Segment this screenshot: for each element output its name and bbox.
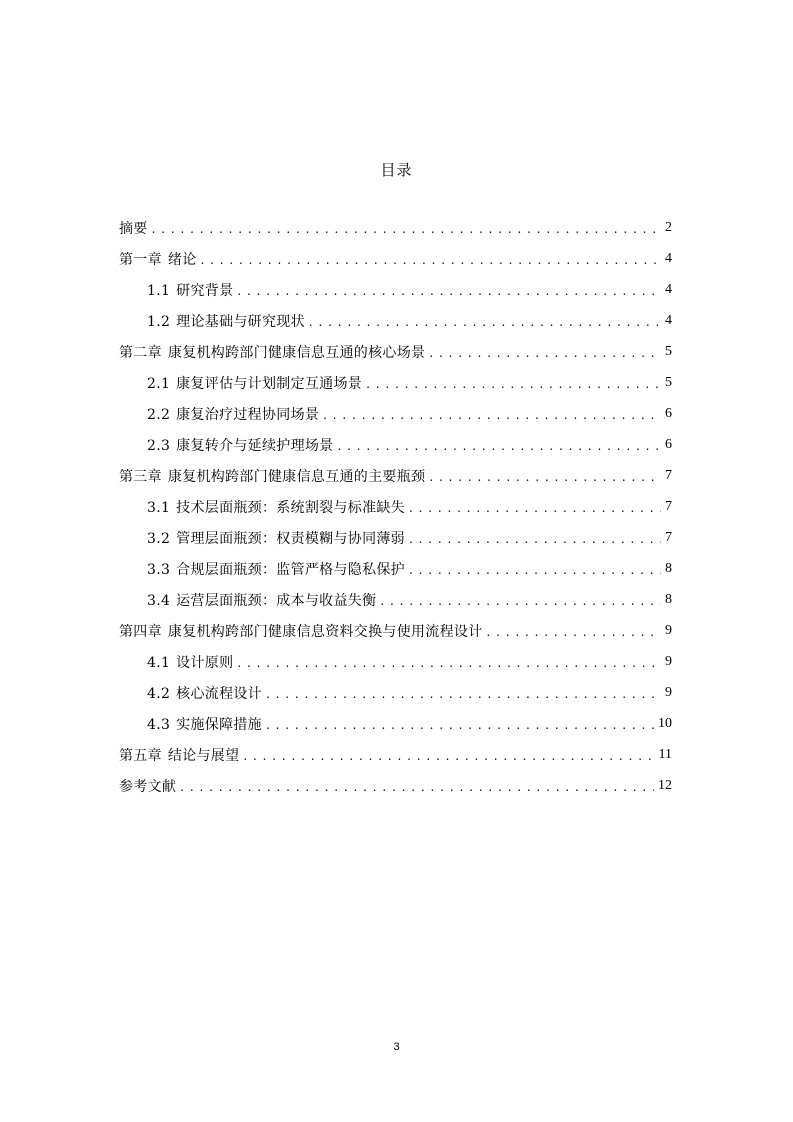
toc-entry-title: 技术层面瓶颈：系统割裂与标准缺失 [176,499,405,516]
toc-entry-number: 第二章 [119,344,162,361]
toc-entry-label [119,218,148,238]
toc-entry[interactable] [119,739,672,770]
toc-dot-leader [380,593,661,609]
toc-dot-leader [237,283,661,299]
toc-entry-number: 4.1 [147,654,171,671]
toc-entry-number: 2.2 [147,406,171,423]
table-of-contents [119,212,672,801]
toc-entry-page: 7 [665,498,672,514]
toc-entry[interactable] [119,584,672,615]
toc-entry[interactable] [119,522,672,553]
page-number: 3 [393,1041,400,1053]
toc-entry-title: 运营层面瓶颈：成本与收益失衡 [176,592,377,609]
toc-entry-label [147,280,233,300]
toc-entry-number: 4.3 [147,716,171,733]
toc-entry-label [119,745,239,765]
toc-entry-page: 5 [665,343,672,359]
toc-entry-page: 6 [665,436,672,452]
toc-dot-leader [337,438,661,454]
toc-entry-page: 4 [665,250,672,266]
toc-entry-page: 8 [665,560,672,576]
toc-entry-title: 研究背景 [176,282,234,299]
toc-entry-title: 合规层面瓶颈：监管严格与隐私保护 [176,561,405,578]
toc-entry-label [119,776,176,796]
toc-entry-label [119,466,425,486]
toc-dot-leader [366,376,661,392]
toc-entry-title: 设计原则 [176,654,234,671]
toc-dot-leader [429,345,661,361]
toc-dot-leader [266,717,654,733]
toc-entry-number: 3.1 [147,499,171,516]
toc-entry-page: 4 [665,281,672,297]
toc-entry-label [147,311,305,331]
toc-entry-title: 参考文献 [119,778,177,795]
toc-dot-leader [323,407,661,423]
toc-entry-page: 9 [665,622,672,638]
toc-entry-page: 2 [665,219,672,235]
toc-entry[interactable] [119,305,672,336]
toc-entry-label [147,683,262,703]
toc-dot-leader [409,531,661,547]
toc-entry-label [147,590,376,610]
toc-entry-label [119,342,425,362]
toc-entry-label [147,559,405,579]
page-title: 目录 [380,161,413,179]
toc-entry-number: 第三章 [119,468,162,485]
toc-entry-number: 第五章 [119,747,162,764]
toc-entry-label [147,528,405,548]
toc-entry-title: 结论与展望 [167,747,240,764]
toc-entry[interactable] [119,429,672,460]
toc-entry-page: 6 [665,405,672,421]
toc-entry-label [147,714,262,734]
toc-dot-leader [487,624,661,640]
toc-entry-number: 3.4 [147,592,171,609]
toc-entry-number: 1.1 [147,282,171,299]
toc-entry-title: 康复评估与计划制定互通场景 [176,375,363,392]
toc-entry-label [147,373,362,393]
toc-entry[interactable] [119,615,672,646]
toc-entry-label [147,404,319,424]
toc-entry-title: 康复机构跨部门健康信息互通的主要瓶颈 [167,468,426,485]
toc-entry-page: 8 [665,591,672,607]
toc-entry-page: 9 [665,653,672,669]
toc-entry-title: 理论基础与研究现状 [176,313,305,330]
toc-entry-page: 9 [665,684,672,700]
toc-entry-page: 10 [658,715,672,731]
toc-entry-page: 7 [665,529,672,545]
toc-entry-title: 实施保障措施 [176,716,262,733]
toc-entry-label [147,497,405,517]
toc-dot-leader [237,655,661,671]
toc-entry-title: 摘要 [119,220,148,237]
toc-entry[interactable] [119,243,672,274]
toc-entry[interactable] [119,708,672,739]
toc-entry-page: 4 [665,312,672,328]
toc-dot-leader [243,748,654,764]
toc-dot-leader [201,252,661,268]
toc-entry-page: 12 [658,777,672,793]
toc-dot-leader [180,779,654,795]
toc-entry-label [119,621,483,641]
toc-entry[interactable] [119,367,672,398]
toc-entry[interactable] [119,336,672,367]
toc-entry[interactable] [119,646,672,677]
toc-entry[interactable] [119,770,672,801]
toc-entry-number: 4.2 [147,685,171,702]
toc-entry-page: 7 [665,467,672,483]
toc-dot-leader [409,562,661,578]
toc-dot-leader [309,314,661,330]
toc-entry-number: 3.2 [147,530,171,547]
toc-dot-leader [429,469,661,485]
toc-entry-number: 2.1 [147,375,171,392]
toc-entry-label [119,249,197,269]
toc-entry[interactable] [119,677,672,708]
toc-entry-number: 第四章 [119,623,162,640]
toc-entry-label [147,652,233,672]
toc-entry-title: 绪论 [167,251,197,268]
toc-dot-leader [266,686,661,702]
toc-entry-number: 2.3 [147,437,171,454]
toc-entry-title: 核心流程设计 [176,685,262,702]
toc-entry-number: 1.2 [147,313,171,330]
toc-dot-leader [409,500,661,516]
toc-entry[interactable] [119,212,672,243]
toc-entry-label [147,435,333,455]
toc-dot-leader [152,221,661,237]
toc-entry-page: 5 [665,374,672,390]
toc-entry-page: 11 [658,746,672,762]
toc-entry-title: 康复机构跨部门健康信息资料交换与使用流程设计 [167,623,483,640]
toc-entry-number: 第一章 [119,251,162,268]
toc-entry-number: 3.3 [147,561,171,578]
toc-entry-title: 康复治疗过程协同场景 [176,406,320,423]
toc-entry-title: 康复转介与延续护理场景 [176,437,334,454]
toc-entry[interactable] [119,491,672,522]
toc-entry-title: 康复机构跨部门健康信息互通的核心场景 [167,344,426,361]
toc-entry[interactable] [119,460,672,491]
toc-entry[interactable] [119,553,672,584]
toc-entry[interactable] [119,274,672,305]
toc-entry[interactable] [119,398,672,429]
toc-entry-title: 管理层面瓶颈：权责模糊与协同薄弱 [176,530,405,547]
